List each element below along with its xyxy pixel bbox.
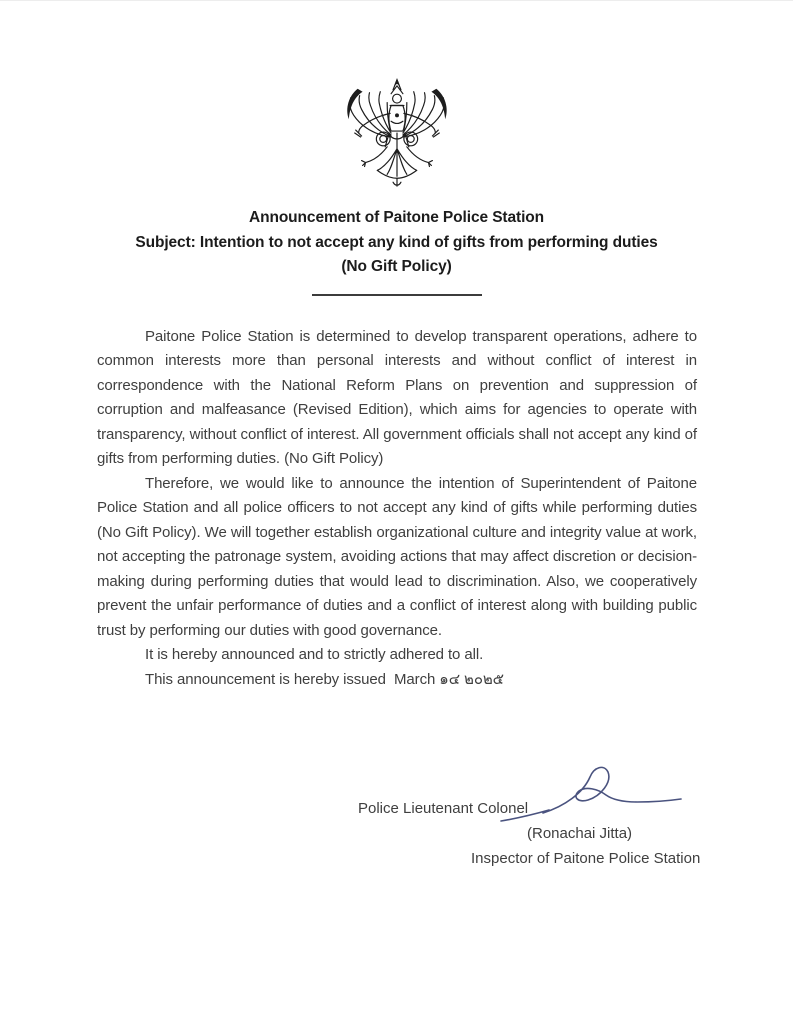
document-body <box>97 325 697 693</box>
document-title: Announcement of Paitone Police Station <box>248 209 545 226</box>
closing-line: It is hereby announced and to strictly adhered to all. <box>145 646 484 663</box>
document-subtitle: (No Gift Policy) <box>341 258 452 275</box>
garuda-emblem-icon <box>341 76 453 194</box>
body-paragraph-1: Paitone Police Station is determined to develop transparent operations, adhere to common interests more than personal interests and without conflict of interest in correspondence with the National Reform Plans on prevention and suppression of corruption and malfeasance (Revised Edition), which aims for agencies to operate with transparency, without conflict of interest. All government officials shall not accept any kind of gifts from performing duties. (No Gift Policy) <box>97 327 697 467</box>
document-subject: Subject: Intention to not accept any kind of gifts from performing duties <box>135 233 658 251</box>
body-paragraph-2: Therefore, we would like to announce the intention of Superintendent of Paitone Police Station and all police officers to not accept any kind of gifts while performing duties (No Gift Policy). We will together establish organizational culture and integrity value at work, not accepting the patronage system, avoiding actions that may affect discretion or decision-making during performing duties that would lead to discrimination. Also, we cooperatively prevent the unfair performance of duties and a conflict of interest along with building public trust by performing our duties with good governance. <box>97 474 697 639</box>
title-separator <box>312 294 482 296</box>
handwritten-signature-icon <box>493 761 688 829</box>
signer-name: (Ronachai Jitta) <box>527 825 633 842</box>
signer-position: Inspector of Paitone Police Station <box>471 850 701 867</box>
issued-date-line: This announcement is hereby issued March ๑๔ ๒๐๒๕ <box>145 670 504 688</box>
signature-block <box>0 759 793 879</box>
title-block <box>0 206 793 280</box>
signer-rank: Police Lieutenant Colonel <box>358 800 529 817</box>
